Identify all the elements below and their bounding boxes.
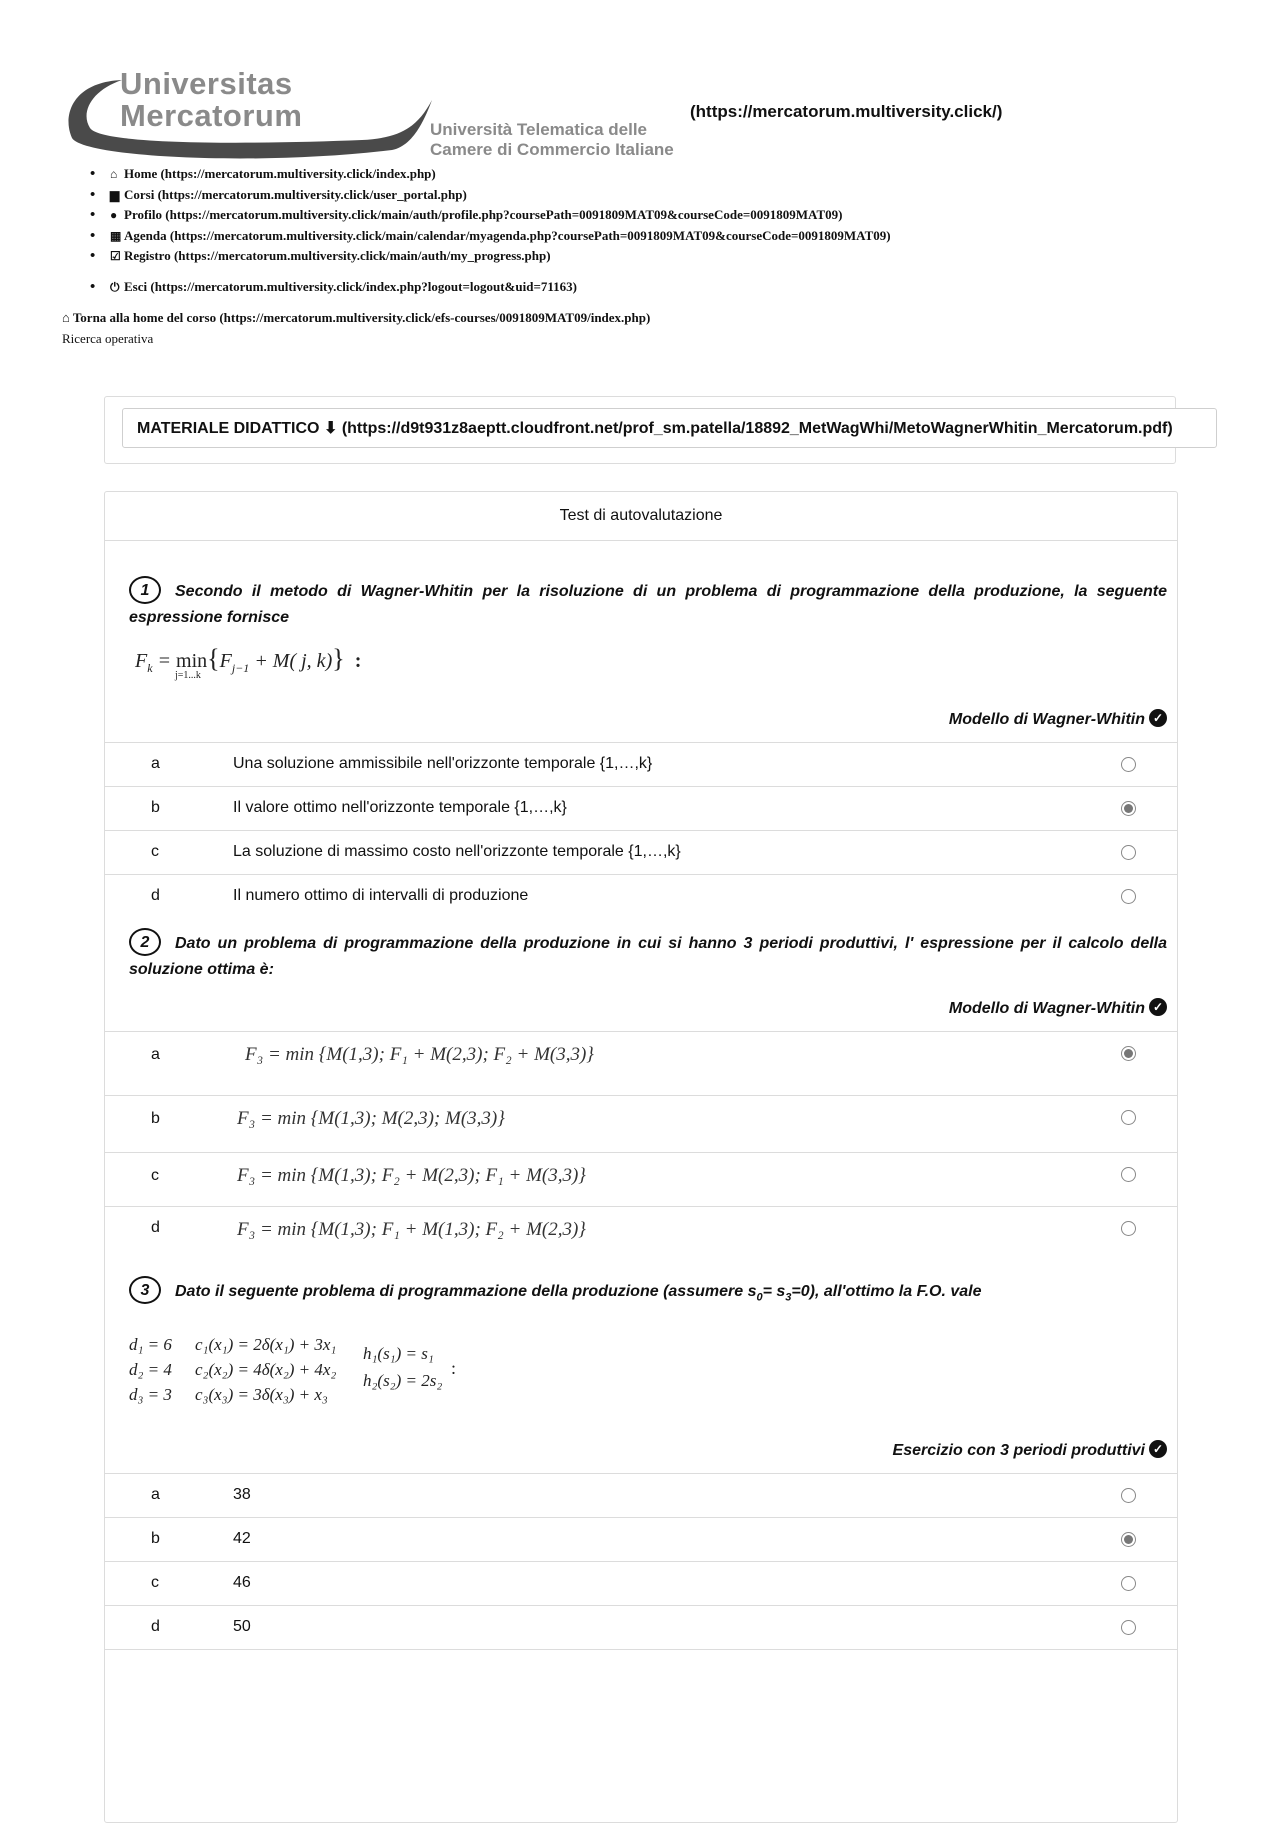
question-2-options	[105, 1031, 1177, 1266]
option-row[interactable]: b 42	[105, 1517, 1177, 1561]
option-radio[interactable]	[1121, 1488, 1136, 1503]
logo-text-line2: Mercatorum	[120, 98, 303, 133]
option-row[interactable]: c F₃ = min {M(1,3); F₂ + M(2,3); F₁ + M(3,3)}	[105, 1152, 1177, 1206]
question-3-data-c: c₁(x₁) = 2δ(x₁) + 3x₁ c₂(x₂) = 4δ(x₂) + 4x₂ c₃(x₃) = 3δ(x₃) + x₃	[195, 1335, 337, 1404]
option-row[interactable]: c La soluzione di massimo costo nell'orizzonte temporale {1,…,k}	[105, 830, 1177, 874]
check-circle-icon: ✓	[1149, 709, 1167, 727]
download-icon: ⬇	[323, 420, 342, 437]
site-header	[62, 66, 1222, 166]
check-square-icon: ☑	[110, 249, 121, 263]
user-icon: ●	[110, 208, 118, 222]
test-title: Test di autovalutazione	[105, 492, 1177, 541]
book-icon: ▆	[110, 187, 120, 202]
option-row[interactable]: d F₃ = min {M(1,3); F₁ + M(1,3); F₂ + M(2,3)}	[105, 1206, 1177, 1266]
nav-item-agenda[interactable]: • ▦ Agenda (https://mercatorum.multiversity.click/main/calendar/myagenda.php?coursePath=0091809MAT09&courseCode=0091809MAT09)	[90, 226, 891, 247]
question-number: 1	[129, 576, 161, 604]
main-nav	[90, 164, 891, 297]
nav-item-esci[interactable]: • ⏻ Esci (https://mercatorum.multiversity.click/index.php?logout=logout&uid=71163)	[90, 277, 891, 298]
home-icon: ⌂	[62, 310, 73, 325]
option-row[interactable]: d Il numero ottimo di intervalli di produzione	[105, 874, 1177, 918]
option-radio-selected[interactable]	[1121, 1532, 1136, 1547]
question-number: 3	[129, 1276, 161, 1304]
question-number: 2	[129, 928, 161, 956]
option-row[interactable]: a Una soluzione ammissibile nell'orizzonte temporale {1,…,k}	[105, 742, 1177, 786]
question-3-data-d: d₁ = 6 d₂ = 4 d₃ = 3	[129, 1335, 172, 1404]
logo-text-line1: Universitas	[120, 66, 293, 101]
power-icon: ⏻	[110, 279, 120, 294]
option-radio-selected[interactable]	[1121, 801, 1136, 816]
question-3-text: 3 Dato il seguente problema di programmazione della produzione (assumere $s_0= s_3=0$), all'ottimo la F.O. vale	[129, 1278, 1167, 1309]
question-1-text: 1 Secondo il metodo di Wagner-Whitin per la risoluzione di un problema di programmazione della produzione, la seguente espressione fornisce	[129, 578, 1167, 630]
nav-item-registro[interactable]: • ☑ Registro (https://mercatorum.multiversity.click/main/auth/my_progress.php)	[90, 246, 891, 267]
option-radio[interactable]	[1121, 889, 1136, 904]
logo-subtitle-line2: Camere di Commercio Italiane	[430, 140, 674, 159]
option-radio[interactable]	[1121, 1576, 1136, 1591]
option-radio[interactable]	[1121, 1620, 1136, 1635]
option-row[interactable]: b Il valore ottimo nell'orizzonte temporale {1,…,k}	[105, 786, 1177, 830]
download-material-button[interactable]: MATERIALE DIDATTICO ⬇ (https://d9t931z8aeptt.cloudfront.net/prof_sm.patella/18892_MetWagWhi/MetoWagnerWhitin_Mercatorum.pdf)	[122, 408, 1217, 448]
option-row[interactable]: b F₃ = min {M(1,3); M(2,3); M(3,3)}	[105, 1095, 1177, 1152]
option-row[interactable]: c 46	[105, 1561, 1177, 1605]
option-radio[interactable]	[1121, 757, 1136, 772]
nav-item-profilo[interactable]: • ● Profilo (https://mercatorum.multiversity.click/main/auth/profile.php?coursePath=0091809MAT09&courseCode=0091809MAT09)	[90, 205, 891, 226]
question-1-topic-tag: Modello di Wagner-Whitin ✓	[949, 711, 1167, 729]
check-circle-icon: ✓	[1149, 998, 1167, 1016]
option-row[interactable]: a 38	[105, 1473, 1177, 1517]
question-1-formula: $F_k = \min\{F_{j-1} + M$( j, k)} : j=1...k	[135, 644, 362, 681]
logo-subtitle-line1: Università Telematica delle	[430, 120, 648, 139]
course-name: Ricerca operativa	[62, 331, 154, 346]
question-1-options	[105, 742, 1177, 918]
nav-item-corsi[interactable]: • ▆ Corsi (https://mercatorum.multiversity.click/user_portal.php)	[90, 185, 891, 206]
option-radio[interactable]	[1121, 1167, 1136, 1182]
question-3-options	[105, 1473, 1177, 1650]
test-panel: Test di autovalutazione 1 Secondo il metodo di Wagner-Whitin per la risoluzione di un problema di programmazione della produzione, la seguente espressione fornisce $F_k = \min\{F_{j-1} + M$( j, k)} : j=1...k Modello di Wagner-Whitin ✓ a Una soluzione ammissibile nell'orizzonte temporale {1,…,k} b Il valore ottimo nell'orizzonte temporale {1,…,k} c La soluzione di massimo costo nell'orizzonte temporale {1,…,k} d Il numero ottimo di intervalli di produzione 2 Dato un problema di programmazione della produzione in cui si hanno 3 periodi produttivi, l' espressione per il calcolo della soluzione ottima è: Modello di Wagner-Whitin ✓ a F₃ = min {M(1,3); F₁ + M(2,3); F₂ + M(3,3)} b F₃ = min {M(1,3); M(2,3); M(3,3)} c F₃ = min {M(1,3); F₂ + M(2,3); F₁ + M(3,3)} d F₃ = min {M(1,3); F₁ + M(1,3); F₂ + M(2,3)} 3 Dato il seguente problema di programmazione della produzione (assumere $s_0= s_3=0$), all'ottimo la F.O. vale d₁ = 6 d₂ = 4 d₃ = 3 c₁(x₁) = 2δ(x₁) + 3x₁ c₂(x₂) = 4δ(x₂) + 4x₂ c₃(x₃) = 3δ(x₃) + x₃ h₁(s₁) = s₁ h₂(s₂) = 2s₂ : Esercizio con 3 periodi produttivi ✓ a 38 b 42 c 46 d 50	[104, 491, 1178, 1823]
question-2-topic-tag: Modello di Wagner-Whitin ✓	[949, 1000, 1167, 1018]
option-row[interactable]: d 50	[105, 1605, 1177, 1650]
question-3-topic-tag: Esercizio con 3 periodi produttivi ✓	[893, 1442, 1167, 1460]
question-3-data-h: h₁(s₁) = s₁ h₂(s₂) = 2s₂	[363, 1344, 443, 1390]
question-2-text: 2 Dato un problema di programmazione della produzione in cui si hanno 3 periodi produttivi, l' espressione per il calcolo della soluzione ottima è:	[129, 930, 1167, 982]
back-to-course-link[interactable]: ⌂ Torna alla home del corso (https://mercatorum.multiversity.click/efs-courses/0091809MAT09/index.php)	[62, 310, 651, 325]
check-circle-icon: ✓	[1149, 1440, 1167, 1458]
option-row[interactable]: a F₃ = min {M(1,3); F₁ + M(2,3); F₂ + M(3,3)}	[105, 1031, 1177, 1095]
site-url-link[interactable]: (https://mercatorum.multiversity.click/)	[690, 102, 1003, 121]
home-icon: ⌂	[110, 167, 118, 181]
option-radio-selected[interactable]	[1121, 1046, 1136, 1061]
option-radio[interactable]	[1121, 1110, 1136, 1125]
option-radio[interactable]	[1121, 845, 1136, 860]
calendar-icon: ▦	[110, 228, 122, 243]
option-radio[interactable]	[1121, 1221, 1136, 1236]
nav-item-home[interactable]: • ⌂ Home (https://mercatorum.multiversity.click/index.php)	[90, 164, 891, 185]
